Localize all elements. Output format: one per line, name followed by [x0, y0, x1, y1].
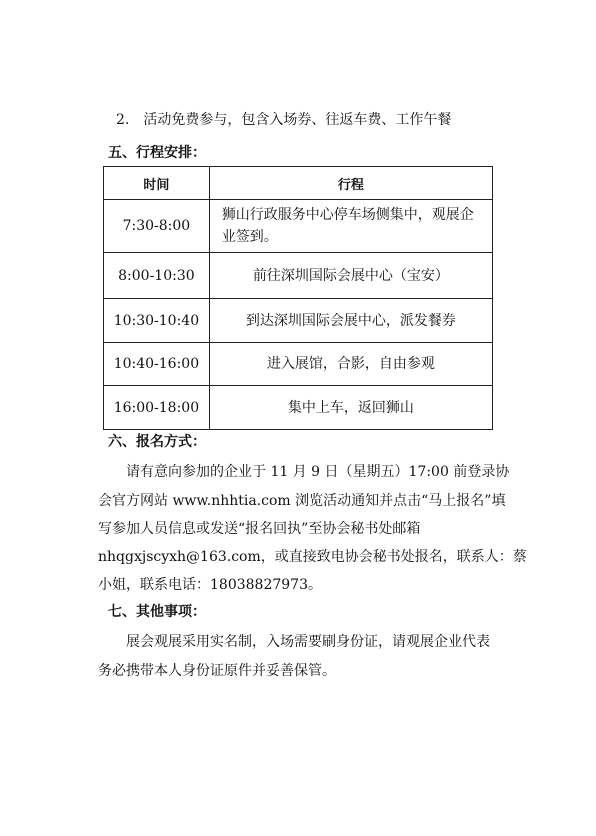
schedule-table: [103, 166, 493, 430]
row-time: 10:40-16:00: [104, 343, 210, 386]
row-activity: 狮山行政服务中心停车场侧集中，观展企业签到。: [209, 200, 492, 253]
item-2-free-participation: 2. 活动免费参与，包含入场券、往返车费、工作午餐: [116, 112, 452, 128]
section-6-line-3: 写参加人员信息或发送“报名回执”至协会秘书处邮箱: [98, 521, 421, 537]
row-time: 10:30-10:40: [104, 299, 210, 343]
section-6-heading: 六、报名方式：: [108, 434, 206, 450]
row-time: 8:00-10:30: [104, 253, 210, 299]
row-time: 16:00-18:00: [104, 386, 210, 430]
section-6-line-1: 请有意向参加的企业于 11 月 9 日（星期五）17:00 前登录协: [126, 464, 510, 480]
table-row: [104, 386, 493, 430]
section-6-line-5: 小姐，联系电话：18038827973。: [98, 577, 322, 593]
section-5-heading: 五、行程安排：: [108, 145, 206, 161]
section-7-heading: 七、其他事项：: [108, 604, 206, 620]
table-row: [104, 343, 493, 386]
table-row: [104, 253, 493, 299]
row-time: 7:30-8:00: [104, 200, 210, 253]
row-activity: 到达深圳国际会展中心，派发餐券: [209, 299, 492, 343]
section-6-line-4: nhqgxjscyxh@163.com，或直接致电协会秘书处报名，联系人：蔡: [98, 549, 527, 565]
row-activity: 集中上车，返回狮山: [209, 386, 492, 430]
row-activity: 进入展馆，合影，自由参观: [209, 343, 492, 386]
header-itinerary: 行程: [209, 167, 492, 200]
table-row: [104, 299, 493, 343]
row-activity: 前往深圳国际会展中心（宝安）: [209, 253, 492, 299]
header-time: 时间: [104, 167, 210, 200]
table-row: [104, 200, 493, 253]
section-7-line-1: 展会观展采用实名制，入场需要刷身份证，请观展企业代表: [126, 634, 490, 650]
section-7-line-2: 务必携带本人身份证原件并妥善保管。: [98, 663, 336, 679]
table-header-row: [104, 167, 493, 200]
section-6-line-2: 会官方网站 www.nhhtia.com 浏览活动通知并点击“马上报名”填: [98, 493, 506, 509]
